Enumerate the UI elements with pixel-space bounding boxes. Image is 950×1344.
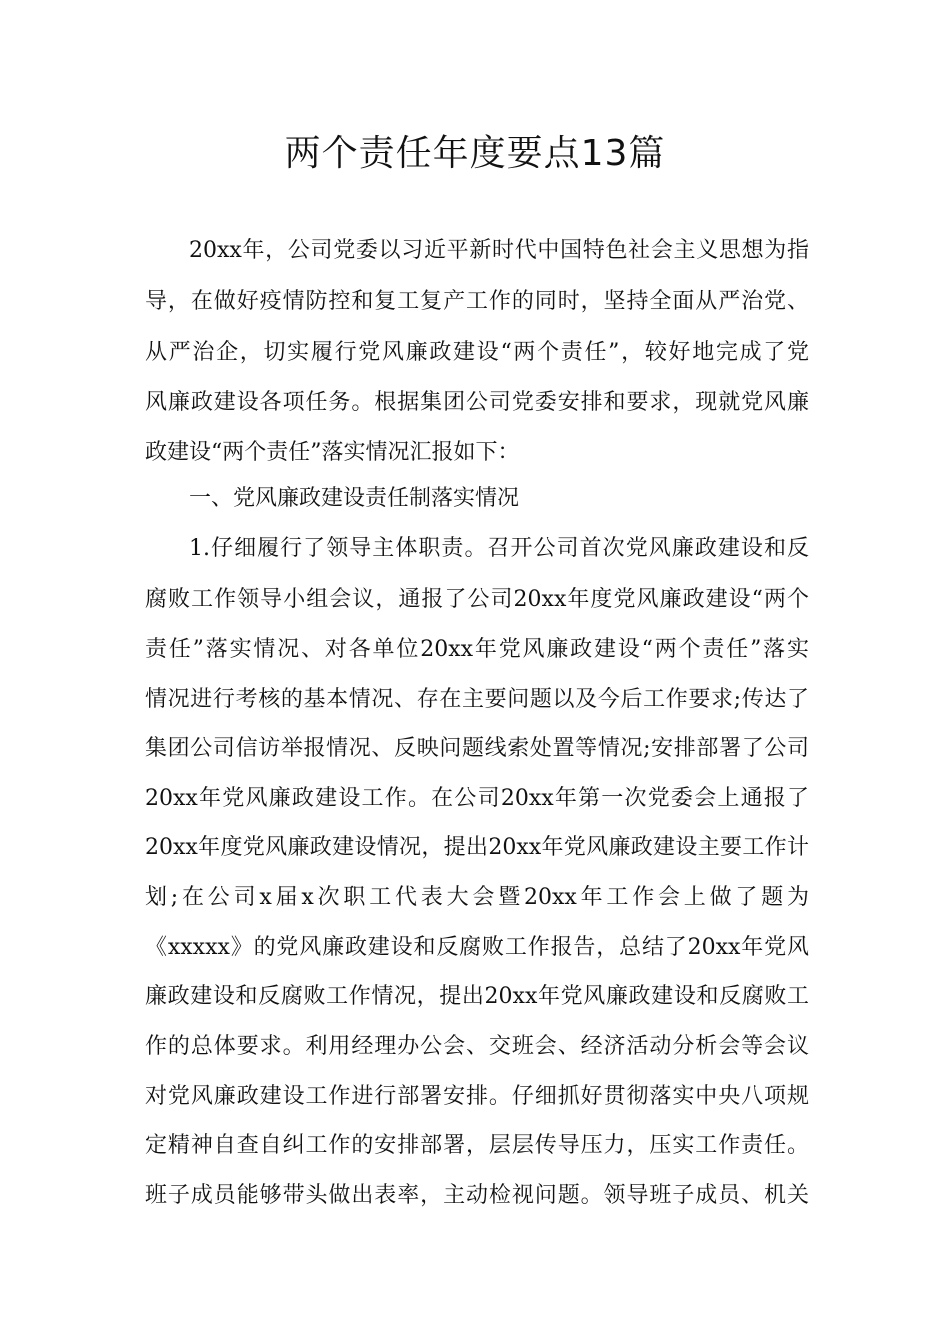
paragraph-line: 《xxxxx》的党风廉政建设和反腐败工作报告，总结了20xx年党风	[145, 935, 809, 960]
paragraph-line: 划;在公司x届x次职工代表大会暨20xx年工作会上做了题为	[145, 885, 809, 910]
paragraph-line: 20xx年党风廉政建设工作。在公司20xx年第一次党委会上通报了	[145, 786, 809, 811]
paragraph-line: 风廉政建设各项任务。根据集团公司党委安排和要求，现就党风廉	[145, 390, 809, 415]
paragraph-line: 20xx年度党风廉政建设情况，提出20xx年党风廉政建设主要工作计	[145, 835, 809, 860]
paragraph-line: 对党风廉政建设工作进行部署安排。仔细抓好贯彻落实中央八项规	[145, 1084, 809, 1109]
document-title: 两个责任年度要点13篇	[284, 133, 666, 174]
section-heading: 一、党风廉政建设责任制落实情况	[189, 486, 520, 511]
paragraph-line: 腐败工作领导小组会议，通报了公司20xx年度党风廉政建设“两个	[145, 587, 809, 612]
paragraph-line: 集团公司信访举报情况、反映问题线索处置等情况;安排部署了公司	[145, 736, 809, 761]
paragraph-line: 定精神自查自纠工作的安排部署，层层传导压力，压实工作责任。	[145, 1133, 809, 1158]
paragraph-line: 政建设“两个责任”落实情况汇报如下：	[145, 440, 520, 465]
paragraph-line: 责任”落实情况、对各单位20xx年党风廉政建设“两个责任”落实	[145, 637, 809, 662]
paragraph-line: 导，在做好疫情防控和复工复产工作的同时，坚持全面从严治党、	[145, 289, 809, 314]
paragraph-line: 班子成员能够带头做出表率，主动检视问题。领导班子成员、机关	[145, 1183, 809, 1208]
paragraph-line: 20xx年，公司党委以习近平新时代中国特色社会主义思想为指	[189, 238, 809, 263]
paragraph-line: 作的总体要求。利用经理办公会、交班会、经济活动分析会等会议	[145, 1034, 809, 1059]
paragraph-line: 从严治企，切实履行党风廉政建设“两个责任”，较好地完成了党	[145, 340, 809, 365]
paragraph-line: 情况进行考核的基本情况、存在主要问题以及今后工作要求;传达了	[145, 687, 809, 712]
paragraph-line: 1.仔细履行了领导主体职责。召开公司首次党风廉政建设和反	[189, 536, 809, 561]
paragraph-line: 廉政建设和反腐败工作情况，提出20xx年党风廉政建设和反腐败工	[145, 984, 809, 1009]
